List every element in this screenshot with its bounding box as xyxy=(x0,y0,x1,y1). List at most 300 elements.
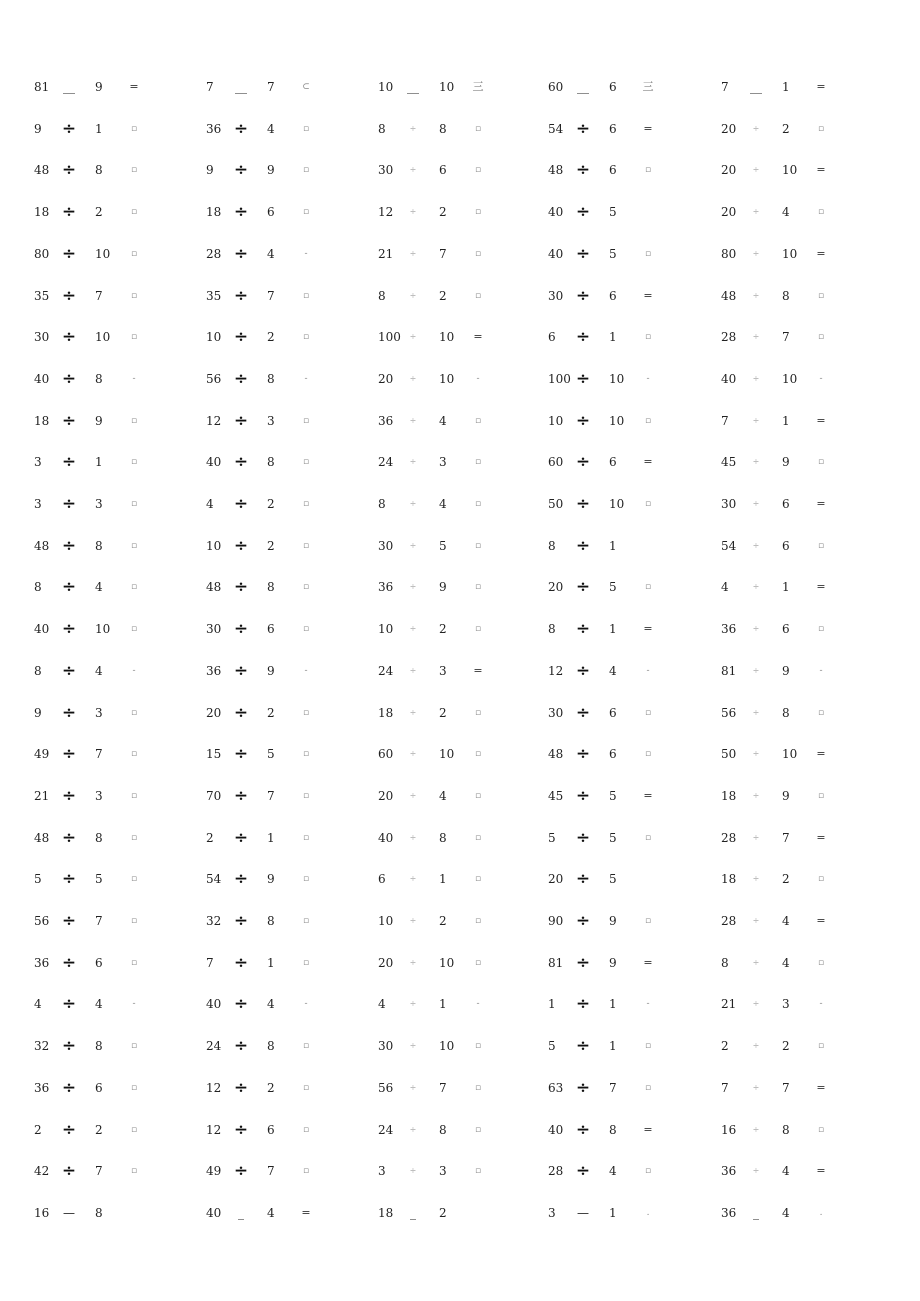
dividend: 81 xyxy=(548,955,564,970)
division-problem xyxy=(378,160,528,180)
equals: ▫ xyxy=(130,916,138,926)
operator: ÷ xyxy=(61,452,77,473)
dividend: 36 xyxy=(206,121,222,136)
problem-row xyxy=(0,160,920,180)
divisor: 7 xyxy=(95,747,103,762)
division-problem xyxy=(206,536,356,556)
operator: ÷ xyxy=(575,368,591,389)
equals: ▫ xyxy=(302,1041,310,1052)
divisor: 10 xyxy=(782,371,798,386)
divisor: 2 xyxy=(267,330,275,345)
equals: ▫ xyxy=(302,874,310,885)
operator: ÷ xyxy=(409,916,417,925)
dividend: 24 xyxy=(378,663,394,678)
division-problem xyxy=(721,536,871,556)
dividend: 16 xyxy=(721,1122,737,1137)
operator: ÷ xyxy=(409,540,417,550)
division-problem xyxy=(548,77,698,97)
equals: ▫ xyxy=(474,832,482,843)
divisor: 3 xyxy=(439,1164,447,1179)
equals: - xyxy=(819,665,823,676)
operator: ÷ xyxy=(233,535,249,556)
division-problem xyxy=(378,911,528,931)
dividend: 12 xyxy=(548,663,564,678)
divisor: 5 xyxy=(609,205,617,220)
dividend: 48 xyxy=(721,288,737,303)
division-problem xyxy=(34,160,184,180)
division-problem xyxy=(721,828,871,848)
operator: ÷ xyxy=(61,744,77,765)
operator: ÷ xyxy=(61,368,77,389)
dividend: 60 xyxy=(378,747,394,762)
divisor: 6 xyxy=(609,747,617,762)
dividend: 12 xyxy=(206,1122,222,1137)
dividend: 20 xyxy=(721,205,737,220)
divisor: 1 xyxy=(609,622,617,637)
equals: ▫ xyxy=(817,457,825,468)
divisor: 10 xyxy=(782,747,798,762)
divisor: 1 xyxy=(609,538,617,553)
operator: ÷ xyxy=(61,577,77,598)
operator: ÷ xyxy=(409,624,417,634)
operator: ÷ xyxy=(61,243,77,264)
operator: ÷ xyxy=(233,1119,249,1140)
operator: ÷ xyxy=(409,123,417,133)
divisor: 9 xyxy=(267,663,275,678)
divisor: 4 xyxy=(95,997,103,1012)
operator: ÷ xyxy=(409,874,417,884)
divisor: 10 xyxy=(95,330,111,345)
problem-row xyxy=(0,1203,920,1223)
division-problem xyxy=(34,1203,184,1223)
equals: ▫ xyxy=(130,332,138,343)
divisor: 9 xyxy=(609,955,617,970)
dividend: 48 xyxy=(34,538,50,553)
operator: ÷ xyxy=(233,1077,249,1098)
divisor: 8 xyxy=(95,1205,103,1220)
dividend: 10 xyxy=(378,914,394,928)
divisor: 1 xyxy=(95,121,103,136)
equals: ▫ xyxy=(474,1041,482,1052)
division-problem xyxy=(548,369,698,389)
equals: - xyxy=(304,665,308,676)
equals: - xyxy=(646,665,650,676)
dividend: 36 xyxy=(378,413,394,428)
divisor: 4 xyxy=(439,788,447,803)
dividend: 35 xyxy=(34,288,50,303)
divisor: 9 xyxy=(267,163,275,178)
equals: ▫ xyxy=(302,957,310,968)
operator: ÷ xyxy=(752,332,760,342)
equals: ▫ xyxy=(130,415,138,426)
divisor: 3 xyxy=(267,413,275,428)
equals: ▫ xyxy=(302,749,310,760)
division-problem xyxy=(378,661,528,681)
divisor: 8 xyxy=(95,538,103,553)
problem-row xyxy=(0,661,920,681)
operator: ÷ xyxy=(61,410,77,431)
problem-row xyxy=(0,536,920,556)
equals: = xyxy=(816,163,826,177)
dividend: 45 xyxy=(548,788,564,803)
equals: ▫ xyxy=(644,832,652,843)
operator: ÷ xyxy=(575,202,591,223)
problem-row xyxy=(0,619,920,639)
division-problem xyxy=(721,1161,871,1181)
operator: ÷ xyxy=(752,790,760,800)
operator: ÷ xyxy=(575,452,591,473)
dividend: 54 xyxy=(548,121,564,136)
divisor: 7 xyxy=(95,914,103,928)
equals: ▫ xyxy=(817,540,825,551)
divisor: 8 xyxy=(782,1122,790,1137)
dividend: 16 xyxy=(34,1205,50,1220)
division-problem xyxy=(721,619,871,639)
division-problem xyxy=(721,577,871,597)
divisor: 2 xyxy=(267,1080,275,1095)
dividend: 40 xyxy=(206,455,222,470)
operator: ÷ xyxy=(233,869,249,890)
divisor: 6 xyxy=(267,1122,275,1137)
division-problem xyxy=(206,1120,356,1140)
divisor: 6 xyxy=(609,455,617,470)
division-problem xyxy=(378,703,528,723)
division-problem xyxy=(548,1036,698,1056)
equals: ▫ xyxy=(474,582,482,593)
operator: ÷ xyxy=(61,660,77,681)
divisor: 9 xyxy=(439,580,447,595)
operator: ÷ xyxy=(575,494,591,514)
divisor: 8 xyxy=(95,163,103,178)
dividend: 18 xyxy=(206,205,222,220)
operator: ÷ xyxy=(233,911,249,931)
operator: ÷ xyxy=(409,790,417,800)
equals: ▫ xyxy=(474,457,482,468)
division-problem xyxy=(34,369,184,389)
operator: ÷ xyxy=(61,911,77,931)
dividend: 30 xyxy=(548,705,564,720)
divisor: 6 xyxy=(609,80,617,94)
dividend: 28 xyxy=(721,830,737,845)
divisor: 10 xyxy=(95,622,111,637)
problem-row xyxy=(0,786,920,806)
operator: ÷ xyxy=(752,415,760,425)
division-problem xyxy=(206,244,356,264)
divisor: 6 xyxy=(782,538,790,553)
divisor: 1 xyxy=(609,1205,617,1220)
division-problem xyxy=(721,1036,871,1056)
division-problem xyxy=(378,828,528,848)
divisor: 6 xyxy=(439,163,447,178)
divisor: 8 xyxy=(267,455,275,470)
divisor: 8 xyxy=(267,1039,275,1054)
divisor: 8 xyxy=(782,705,790,720)
dividend: 56 xyxy=(378,1080,394,1095)
equals: ▫ xyxy=(302,1166,310,1177)
division-problem xyxy=(548,828,698,848)
division-problem xyxy=(206,119,356,139)
equals: ▫ xyxy=(302,790,310,801)
divisor: 4 xyxy=(609,1164,617,1179)
divisor: 4 xyxy=(95,580,103,595)
dividend: 48 xyxy=(548,163,564,178)
division-problem xyxy=(721,327,871,347)
equals: ▫ xyxy=(474,415,482,426)
operator: ÷ xyxy=(575,702,591,723)
dividend: 15 xyxy=(206,747,222,762)
equals: = xyxy=(816,413,826,427)
equals: ▫ xyxy=(474,790,482,801)
equals: ▫ xyxy=(130,624,138,635)
divisor: 7 xyxy=(95,1164,103,1179)
equals: ▫ xyxy=(474,957,482,968)
dividend: 6 xyxy=(378,872,386,887)
division-problem xyxy=(34,994,184,1014)
dividend: 1 xyxy=(548,997,556,1012)
equals: = xyxy=(301,1205,311,1219)
division-problem xyxy=(206,1203,356,1223)
division-problem xyxy=(34,1078,184,1098)
equals: ▫ xyxy=(130,707,138,718)
equals: ▫ xyxy=(302,1082,310,1093)
dividend: 48 xyxy=(34,163,50,178)
equals: ▫ xyxy=(302,582,310,593)
division-problem xyxy=(378,869,528,889)
divisor: 2 xyxy=(439,288,447,303)
division-problem xyxy=(548,1203,698,1223)
equals: = xyxy=(643,1122,653,1136)
divisor: 6 xyxy=(267,622,275,637)
dividend: 24 xyxy=(378,455,394,470)
operator: ÷ xyxy=(61,1161,77,1182)
divisor: 10 xyxy=(439,371,455,386)
equals: ▫ xyxy=(474,1166,482,1177)
dividend: 81 xyxy=(34,80,50,94)
divisor: 7 xyxy=(439,246,447,261)
operator: ÷ xyxy=(575,1161,591,1182)
division-problem xyxy=(548,1161,698,1181)
division-problem xyxy=(548,202,698,222)
equals: ▫ xyxy=(817,332,825,343)
operator: ÷ xyxy=(575,410,591,431)
equals: = xyxy=(816,80,826,93)
operator: ÷ xyxy=(61,785,77,806)
dividend: 12 xyxy=(378,205,394,220)
problem-row xyxy=(0,494,920,514)
operator: ÷ xyxy=(752,874,760,884)
equals: = xyxy=(129,80,139,93)
operator: ÷ xyxy=(575,911,591,931)
problem-row xyxy=(0,77,920,97)
dividend: 10 xyxy=(378,622,394,637)
divisor: 6 xyxy=(609,705,617,720)
equals: ▫ xyxy=(474,248,482,259)
dividend: 40 xyxy=(548,246,564,261)
division-problem xyxy=(548,452,698,472)
operator: ÷ xyxy=(575,785,591,806)
dividend: 10 xyxy=(378,80,394,94)
divisor: 10 xyxy=(782,163,798,178)
divisor: 9 xyxy=(267,872,275,887)
division-problem xyxy=(34,286,184,306)
equals: ▫ xyxy=(302,415,310,426)
dividend: 2 xyxy=(206,830,214,845)
dividend: 9 xyxy=(34,705,42,720)
dividend: 7 xyxy=(206,80,214,94)
dividend: 81 xyxy=(721,663,737,678)
division-problem xyxy=(378,953,528,973)
operator: _ xyxy=(753,1205,759,1220)
operator: ÷ xyxy=(233,1161,249,1182)
equals: - xyxy=(646,373,650,384)
divisor: 6 xyxy=(782,622,790,637)
division-problem xyxy=(206,786,356,806)
divisor: 2 xyxy=(782,1039,790,1054)
dividend: 5 xyxy=(548,830,556,845)
divisor: 2 xyxy=(439,914,447,928)
division-problem xyxy=(548,411,698,431)
divisor: 8 xyxy=(95,830,103,845)
dividend: 10 xyxy=(548,413,564,428)
dividend: 28 xyxy=(206,246,222,261)
division-problem xyxy=(721,119,871,139)
problem-row xyxy=(0,1161,920,1181)
division-problem xyxy=(206,661,356,681)
operator: — xyxy=(63,1205,75,1220)
equals: ▫ xyxy=(474,290,482,301)
divisor: 3 xyxy=(439,455,447,470)
equals: - xyxy=(132,665,136,676)
equals: ▫ xyxy=(644,582,652,593)
division-problem xyxy=(206,703,356,723)
operator: ÷ xyxy=(575,827,591,848)
operator: __ xyxy=(577,80,589,94)
division-problem xyxy=(34,953,184,973)
dividend: 20 xyxy=(378,955,394,970)
operator: ÷ xyxy=(752,582,760,592)
division-problem xyxy=(206,744,356,764)
operator: ÷ xyxy=(409,457,417,467)
divisor: 8 xyxy=(267,580,275,595)
divisor: 4 xyxy=(782,205,790,220)
division-problem xyxy=(34,202,184,222)
operator: ÷ xyxy=(752,665,760,675)
operator: ÷ xyxy=(409,332,417,342)
dividend: 60 xyxy=(548,80,564,94)
dividend: 20 xyxy=(548,872,564,887)
divisor: 4 xyxy=(439,413,447,428)
division-problem xyxy=(206,452,356,472)
equals: ▫ xyxy=(130,957,138,968)
dividend: 12 xyxy=(206,413,222,428)
dividend: 60 xyxy=(548,455,564,470)
divisor: 5 xyxy=(609,830,617,845)
operator: ÷ xyxy=(61,827,77,848)
divisor: 1 xyxy=(439,997,447,1012)
equals: ▫ xyxy=(130,1082,138,1093)
division-problem xyxy=(721,994,871,1014)
divisor: 1 xyxy=(267,955,275,970)
equals: ▫ xyxy=(302,123,310,134)
dividend: 2 xyxy=(34,1122,42,1137)
operator: ÷ xyxy=(752,707,760,717)
dividend: 36 xyxy=(34,955,50,970)
division-problem xyxy=(206,369,356,389)
operator: ÷ xyxy=(752,540,760,550)
dividend: 20 xyxy=(721,163,737,178)
equals: ▫ xyxy=(302,290,310,301)
dividend: 18 xyxy=(721,788,737,803)
division-problem xyxy=(34,619,184,639)
operator: __ xyxy=(63,80,75,94)
divisor: 5 xyxy=(609,872,617,887)
dividend: 40 xyxy=(206,1205,222,1220)
operator: ÷ xyxy=(575,744,591,765)
divisor: 5 xyxy=(609,788,617,803)
dividend: 30 xyxy=(34,330,50,345)
dividend: 90 xyxy=(548,914,564,928)
operator: ÷ xyxy=(61,202,77,223)
divisor: 10 xyxy=(782,246,798,261)
divisor: 4 xyxy=(267,246,275,261)
operator: ÷ xyxy=(233,327,249,348)
equals: ▫ xyxy=(474,874,482,885)
equals: ▫ xyxy=(644,165,652,176)
equals: - xyxy=(476,999,480,1010)
divisor: 8 xyxy=(439,830,447,845)
division-problem xyxy=(378,77,528,97)
divisor: 9 xyxy=(609,914,617,928)
dividend: 40 xyxy=(34,622,50,637)
division-problem xyxy=(206,327,356,347)
dividend: 8 xyxy=(378,288,386,303)
equals: ▫ xyxy=(817,1041,825,1052)
division-problem xyxy=(548,953,698,973)
divisor: 7 xyxy=(782,1080,790,1095)
dividend: 21 xyxy=(721,997,737,1012)
dividend: 36 xyxy=(378,580,394,595)
operator: ÷ xyxy=(575,577,591,598)
dividend: 4 xyxy=(721,580,729,595)
divisor: 9 xyxy=(782,788,790,803)
divisor: 7 xyxy=(609,1080,617,1095)
equals: ▫ xyxy=(644,1166,652,1177)
operator: ÷ xyxy=(233,952,249,973)
operator: ÷ xyxy=(409,1082,417,1092)
equals: ▫ xyxy=(474,1082,482,1093)
operator: ÷ xyxy=(409,1166,417,1176)
division-problem xyxy=(721,661,871,681)
operator: ÷ xyxy=(752,457,760,467)
division-problem xyxy=(378,494,528,514)
operator: ÷ xyxy=(752,1082,760,1092)
dividend: 8 xyxy=(378,497,386,511)
division-problem xyxy=(34,703,184,723)
equals: ▫ xyxy=(474,540,482,551)
operator: ÷ xyxy=(61,118,77,139)
dividend: 49 xyxy=(206,1164,222,1179)
dividend: 56 xyxy=(721,705,737,720)
divisor: 7 xyxy=(267,788,275,803)
divisor: 10 xyxy=(609,413,625,428)
operator: ÷ xyxy=(575,869,591,890)
division-problem xyxy=(548,577,698,597)
operator: __ xyxy=(235,80,247,94)
division-problem xyxy=(34,828,184,848)
equals: ▫ xyxy=(302,1124,310,1135)
equals: 三 xyxy=(642,80,654,93)
dividend: 20 xyxy=(378,788,394,803)
